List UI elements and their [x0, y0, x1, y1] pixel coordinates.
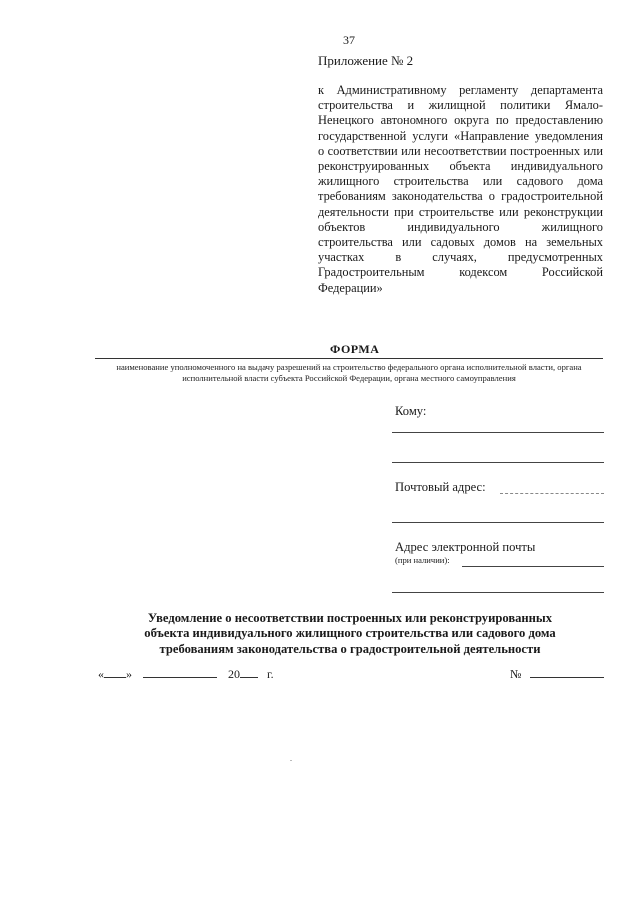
email-blank-line[interactable]	[392, 592, 604, 593]
to-label: Кому:	[395, 404, 427, 418]
postal-address-blank-inline[interactable]	[500, 493, 604, 494]
regulation-reference: к Административному регламенту департамента строительства и жилищной политики Ямало-Ненецкого автономного округа по предоставлению государственной услуги «Направление уведомления о соответствии или несоответствии построенных или реконструированных объекта индивидуального жилищного строительства или садового дома требованиям законодательства о градостроительной деятельности при строительстве или реконструкции объектов индивидуального жилищного строительства или садовых домов на земельных участках в случаях, предусмотренных Градостроительным кодексом Российской Федерации»	[318, 83, 603, 295]
year-prefix: 20	[228, 667, 240, 681]
number-field	[510, 667, 604, 682]
number-blank[interactable]	[530, 667, 604, 678]
appendix-title: Приложение № 2	[318, 53, 414, 68]
year-suffix: г.	[267, 667, 274, 681]
authority-caption: наименование уполномоченного на выдачу разрешений на строительство федерального органа исполнительной власти, органа исполнительной власти субъекта Российской Федерации, органа местного самоуправления	[116, 362, 582, 383]
email-note: (при наличии):	[395, 555, 450, 565]
notice-title-line-3: требованиям законодательства о градостроительной деятельности	[159, 641, 541, 656]
date-open-quote: «	[98, 667, 104, 681]
postal-address-blank-line[interactable]	[392, 522, 604, 523]
page-number: 37	[343, 33, 355, 47]
month-blank[interactable]	[143, 667, 217, 678]
authority-name-blank[interactable]	[95, 358, 603, 359]
notice-title-line-1: Уведомление о несоответствии построенных или реконструированных	[147, 611, 553, 625]
year-blank[interactable]	[240, 667, 258, 678]
day-blank[interactable]	[104, 667, 126, 678]
email-blank-inline[interactable]	[462, 566, 604, 567]
scan-speck	[290, 760, 292, 761]
to-blank-line-1[interactable]	[392, 432, 604, 433]
date-field	[98, 667, 274, 682]
date-close-quote: »	[126, 667, 132, 681]
number-label: №	[510, 667, 522, 681]
to-blank-line-2[interactable]	[392, 462, 604, 463]
email-label: Адрес электронной почты	[395, 540, 536, 554]
postal-address-label: Почтовый адрес:	[395, 480, 486, 494]
form-label: ФОРМА	[330, 342, 380, 356]
notice-title	[90, 611, 610, 657]
notice-title-line-2: объекта индивидуального жилищного строительства или садового дома	[144, 626, 556, 641]
